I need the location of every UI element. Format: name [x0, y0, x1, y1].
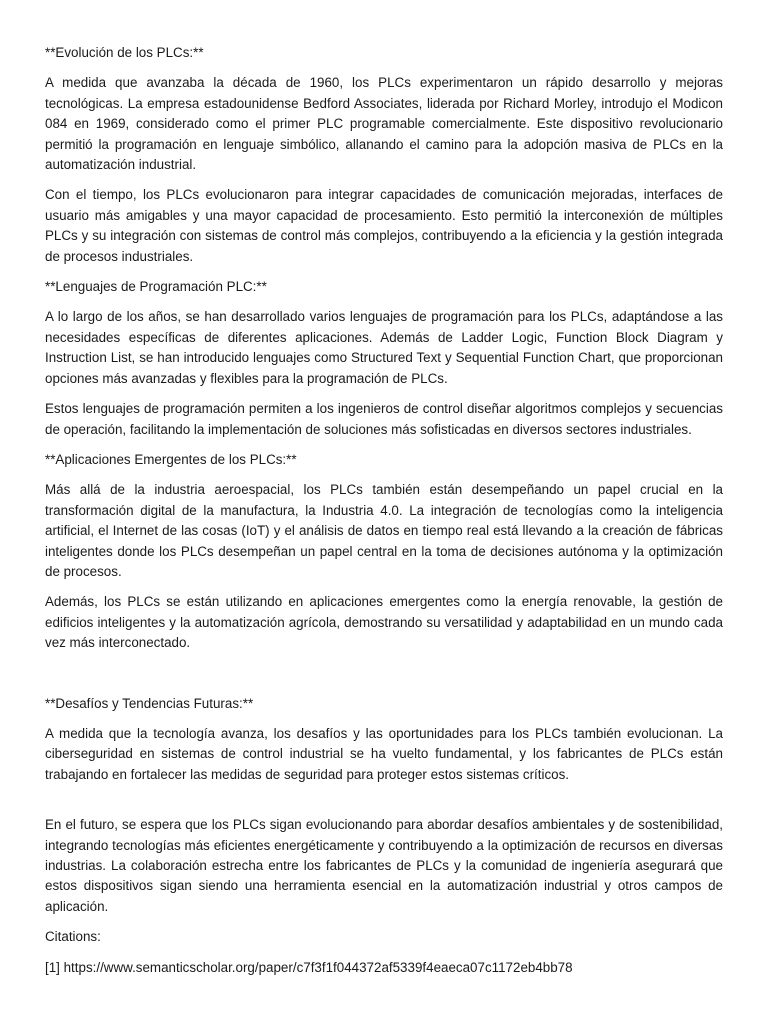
paragraph-aplicaciones-1: Más allá de la industria aeroespacial, los PLCs también están desempeñando un papel crucial en la transformación digital de la manufactura, la Industria 4.0. La integración de tecnologías como la inteligencia artificial, el Internet de las cosas (IoT) y el análisis de datos en tiempo real está llevando a la creación de fábricas inteligentes donde los PLCs desempeñan un papel central en la toma de decisiones autónoma y la optimización de procesos.	[45, 482, 723, 579]
heading-desafios: **Desafíos y Tendencias Futuras:**	[45, 695, 254, 711]
heading-evolucion: **Evolución de los PLCs:**	[45, 45, 204, 60]
paragraph-desafios-1: A medida que la tecnología avanza, los desafíos y las oportunidades para los PLCs también evolucionan. La ciberseguridad en sistemas de control industrial se ha vuelto fundamental, y los fabricantes de PLCs están trabajando en fortalecer las medidas de seguridad para proteger estos sistemas críticos.	[45, 725, 723, 782]
paragraph-futuro: En el futuro, se espera que los PLCs sigan evolucionando para abordar desafíos ambientales y de sostenibilidad, integrando tecnologías más eficientes energéticamente y contribuyendo a la optimización de recursos en diversas industrias. La colaboración estrecha entre los fabricantes de PLCs y la comunidad de ingeniería asegurará que estos dispositivos sigan siendo una herramienta esencial en la automatización industrial y otros campos de aplicación.	[45, 817, 723, 914]
heading-aplicaciones: **Aplicaciones Emergentes de los PLCs:**	[45, 451, 297, 467]
heading-lenguajes: **Lenguajes de Programación PLC:**	[45, 279, 267, 295]
paragraph-evolucion-2: Con el tiempo, los PLCs evolucionaron para integrar capacidades de comunicación mejoradas, interfaces de usuario más amigables y una mayor capacidad de procesamiento. Esto permitió la interconexión de múltiples PLCs y su integración con sistemas de control más complejos, contribuyendo a la eficiencia y la gestión integrada de procesos industriales.	[45, 187, 723, 264]
citation-link[interactable]: [1] https://www.semanticscholar.org/paper/c7f3f1f044372af5339f4eaeca07c1172eb4bb78	[45, 959, 573, 975]
citations-label: Citations:	[45, 929, 101, 945]
paragraph-lenguajes-1: A lo largo de los años, se han desarrollado varios lenguajes de programación para los PLCs, adaptándose a las necesidades específicas de diferentes aplicaciones. Además de Ladder Logic, Function Block Diagram y Instruction List, se han introducido lenguajes como Structured Text y Sequential Function Chart, que proporcionan opciones más avanzadas y flexibles para la programación de PLCs.	[45, 309, 723, 386]
paragraph-lenguajes-2: Estos lenguajes de programación permiten a los ingenieros de control diseñar algoritmos complejos y secuencias de operación, facilitando la implementación de soluciones más sofisticadas en diversos sectores industriales.	[45, 401, 723, 437]
paragraph-aplicaciones-2: Además, los PLCs se están utilizando en aplicaciones emergentes como la energía renovable, la gestión de edificios inteligentes y la automatización agrícola, demostrando su versatilidad y adaptabilidad en un mundo cada vez más interconectado.	[45, 594, 723, 651]
paragraph-evolucion-1: A medida que avanzaba la década de 1960, los PLCs experimentaron un rápido desarrollo y mejoras tecnológicas. La empresa estadounidense Bedford Associates, liderada por Richard Morley, introdujo el Modicon 084 en 1969, considerado como el primer PLC programable comercialmente. Este dispositivo revolucionario permitió la programación en lenguaje simbólico, allanando el camino para la adopción masiva de PLCs en la automatización industrial.	[45, 75, 723, 173]
